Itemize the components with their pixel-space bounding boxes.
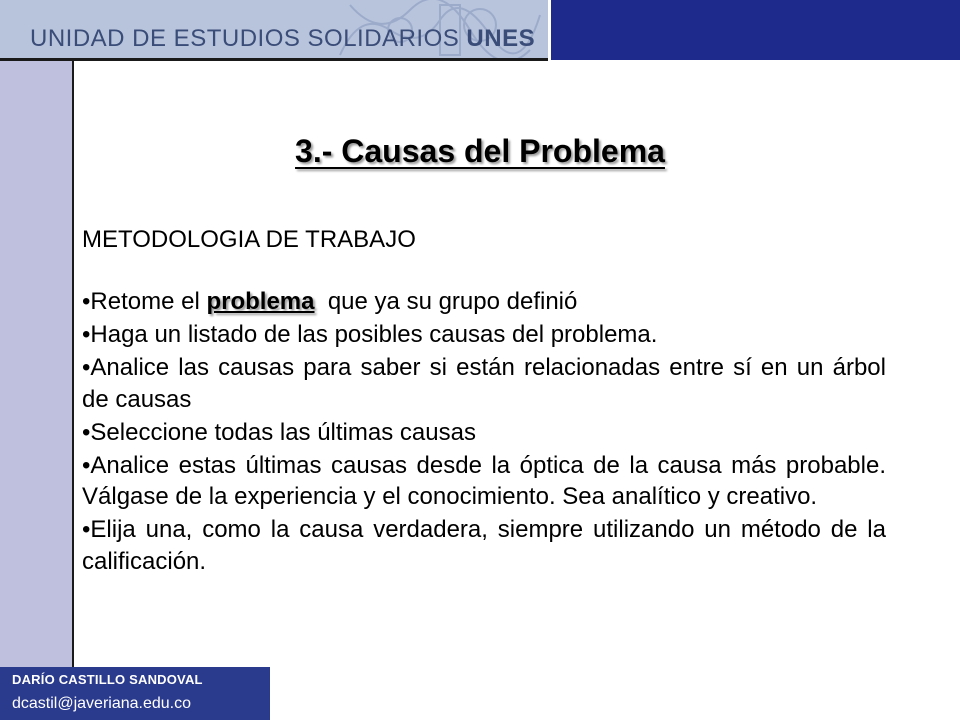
bullet-text: Analice estas últimas causas desde la óptica de la causa más probable. Válgase de la experiencia y el conocimiento. Sea analítico y creativo. bbox=[82, 451, 886, 511]
bullet-list bbox=[82, 286, 886, 579]
author-email: dcastil@javeriana.edu.co bbox=[12, 695, 192, 712]
bullet-icon: • bbox=[82, 516, 91, 544]
bullet-icon: • bbox=[82, 288, 91, 315]
bullet-text: Analice las causas para saber si están relacionadas entre sí en un árbol de causas bbox=[82, 354, 886, 413]
header-title-main: UNIDAD DE ESTUDIOS SOLIDARIOS bbox=[30, 25, 460, 52]
list-item bbox=[82, 352, 886, 414]
bullet-emphasis: problema bbox=[206, 288, 315, 315]
bullet-text: Retome el bbox=[90, 288, 207, 315]
header-band bbox=[0, 0, 548, 60]
slide-subtitle: METODOLOGIA DE TRABAJO bbox=[82, 226, 416, 253]
bullet-icon: • bbox=[82, 354, 91, 382]
footer-author-box bbox=[0, 667, 270, 720]
list-item bbox=[82, 450, 886, 512]
header-title-bold: UNES bbox=[466, 25, 536, 52]
bullet-text: que ya su grupo definió bbox=[314, 288, 578, 315]
bullet-icon: • bbox=[82, 418, 91, 446]
slide-title: 3.- Causas del Problema bbox=[295, 133, 665, 169]
bullet-text: Haga un listado de las posibles causas del problema. bbox=[90, 321, 658, 349]
header-title bbox=[30, 25, 535, 53]
author-name: DARÍO CASTILLO SANDOVAL bbox=[12, 672, 203, 687]
header-divider bbox=[0, 58, 548, 61]
bullet-icon: • bbox=[82, 451, 91, 479]
list-item bbox=[82, 514, 886, 576]
list-item bbox=[82, 319, 886, 350]
bullet-text: Elija una, como la causa verdadera, siempre utilizando un método de la calificación. bbox=[82, 516, 886, 575]
bullet-icon: • bbox=[82, 321, 91, 349]
header-navy-block bbox=[551, 0, 960, 60]
list-item bbox=[82, 417, 886, 448]
bullet-text: Seleccione todas las últimas causas bbox=[90, 418, 476, 446]
list-item bbox=[82, 286, 886, 317]
